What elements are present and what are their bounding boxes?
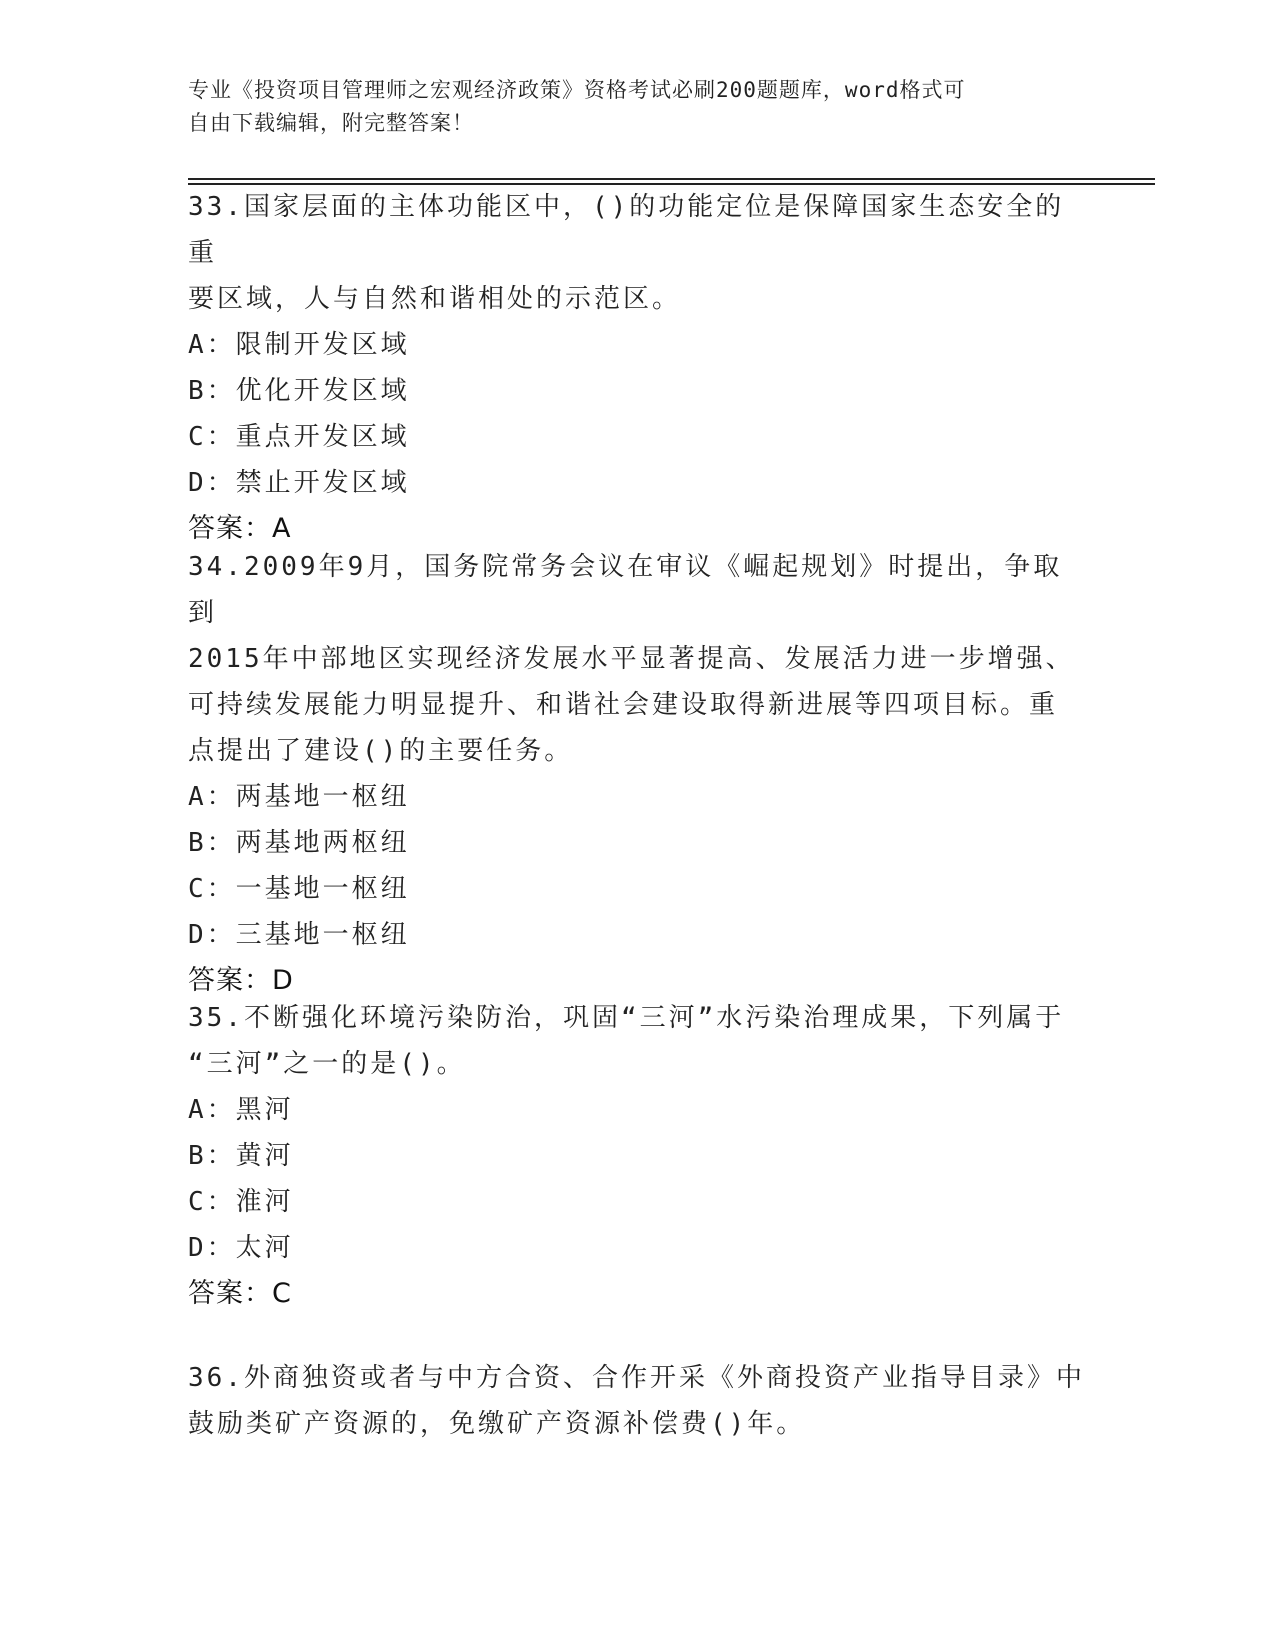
option-d: D：禁止开发区域 bbox=[188, 468, 410, 498]
question-text-line: 35.不断强化环境污染防治，巩固“三河”水污染治理成果，下列属于 bbox=[188, 1003, 1065, 1033]
question-text-line: 33.国家层面的主体功能区中，()的功能定位是保障国家生态安全的重 bbox=[188, 192, 1065, 268]
question-text-line: 点提出了建设()的主要任务。 bbox=[188, 736, 574, 766]
header-line-2: 自由下载编辑，附完整答案！ bbox=[188, 111, 474, 135]
answer: 答案：C bbox=[188, 1278, 292, 1309]
answer: 答案：D bbox=[188, 965, 294, 996]
option-c: C：淮河 bbox=[188, 1187, 294, 1217]
option-a: A：限制开发区域 bbox=[188, 330, 410, 360]
option-a: A：黑河 bbox=[188, 1095, 294, 1125]
question-text-line: “三河”之一的是()。 bbox=[188, 1049, 466, 1079]
document-header bbox=[188, 74, 1068, 140]
question-34 bbox=[188, 544, 1088, 1004]
question-36 bbox=[188, 1355, 1088, 1447]
option-d: D：三基地一枢纽 bbox=[188, 920, 410, 950]
question-text-line: 要区域，人与自然和谐相处的示范区。 bbox=[188, 284, 682, 314]
option-a: A：两基地一枢纽 bbox=[188, 782, 410, 812]
question-33 bbox=[188, 184, 1088, 552]
question-text-line: 34.2009年9月，国务院常务会议在审议《崛起规划》时提出，争取到 bbox=[188, 552, 1063, 628]
question-text-line: 鼓励类矿产资源的，免缴矿产资源补偿费()年。 bbox=[188, 1409, 806, 1439]
option-d: D：太河 bbox=[188, 1233, 294, 1263]
option-c: C：重点开发区域 bbox=[188, 422, 410, 452]
answer: 答案：A bbox=[188, 513, 292, 544]
question-35 bbox=[188, 995, 1088, 1317]
question-text-line: 2015年中部地区实现经济发展水平显著提高、发展活力进一步增强、 bbox=[188, 644, 1075, 674]
option-b: B：优化开发区域 bbox=[188, 376, 410, 406]
header-line-1: 专业《投资项目管理师之宏观经济政策》资格考试必刷200题题库，word格式可 bbox=[188, 78, 966, 102]
option-b: B：两基地两枢纽 bbox=[188, 828, 410, 858]
question-text-line: 可持续发展能力明显提升、和谐社会建设取得新进展等四项目标。重 bbox=[188, 690, 1059, 720]
header-divider-top bbox=[188, 178, 1155, 180]
option-b: B：黄河 bbox=[188, 1141, 294, 1171]
question-text-line: 36.外商独资或者与中方合资、合作开采《外商投资产业指导目录》中 bbox=[188, 1363, 1085, 1393]
option-c: C：一基地一枢纽 bbox=[188, 874, 410, 904]
